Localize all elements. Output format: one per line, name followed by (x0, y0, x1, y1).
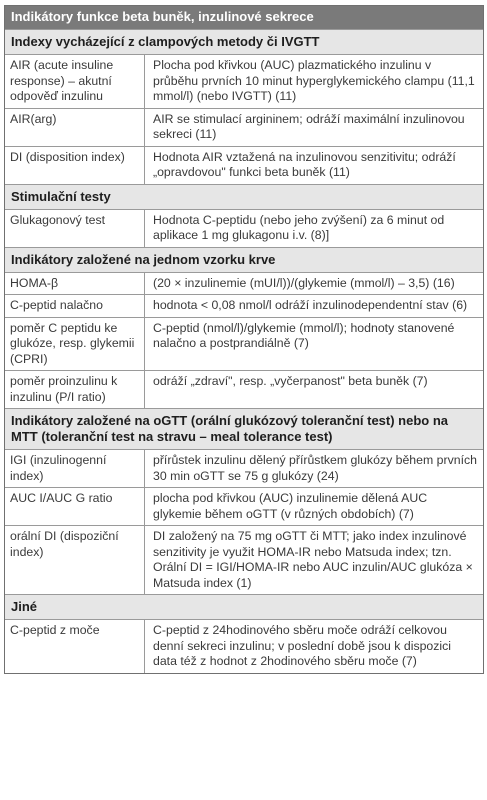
indicator-name: C-peptid nalačno (5, 295, 145, 317)
indicator-name: DI (disposition index) (5, 147, 145, 184)
table-row (5, 487, 483, 525)
indicator-description: plocha pod křivkou (AUC) inzulinemie dělená AUC glykemie během oGTT (v různých obdobích) (7) (153, 491, 428, 521)
table-title: Indikátory funkce beta buněk, inzulinové sekrece (5, 6, 483, 29)
table-row (5, 370, 483, 408)
indicator-name: AUC I/AUC G ratio (5, 488, 145, 525)
table-row (5, 449, 483, 487)
indicator-name: orální DI (dispoziční index) (5, 526, 145, 594)
section-heading-other: Jiné (5, 594, 483, 619)
indicator-description: přírůstek inzulinu dělený přírůstkem glukózy během prvních 30 min oGTT se 75 g glukózy (24) (153, 453, 477, 483)
indicator-description: Hodnota AIR vztažená na inzulinovou senzitivitu; odráží „opravdovou" funkci beta buněk (11) (153, 149, 456, 179)
table-row (5, 619, 483, 673)
section-heading-ogtt: Indikátory založené na oGTT (orální glukózový toleranční test) nebo na MTT (toleranční test na stravu – meal tolerance test) (5, 408, 483, 449)
indicator-name: Glukagonový test (5, 210, 145, 247)
table-row (5, 294, 483, 317)
indicator-description: odráží „zdraví", resp. „vyčerpanost" beta buněk (7) (153, 374, 428, 388)
table-row (5, 209, 483, 247)
indicator-description: (20 × inzulinemie (mUI/l))/(glykemie (mmol/l) – 3,5) (16) (153, 275, 455, 290)
indicator-description: Hodnota C-peptidu (nebo jeho zvýšení) za 6 minut od aplikace 1 mg glukagonu i.v. (8)] (153, 212, 445, 242)
indicator-name: poměr C peptidu ke glukóze, resp. glykemii (CPRI) (5, 318, 145, 371)
table-row (5, 525, 483, 594)
section-heading-clamp: Indexy vycházející z clampových metody či IVGTT (5, 29, 483, 54)
indicator-description: DI založený na 75 mg oGTT či MTT; jako index inzulinové senzitivity je využit HOMA-IR nebo Matsuda index; tzn. Orální DI = IGI/HOMA-IR nebo AUC inzulin/AUC glukóza × Matsuda index (1) (153, 529, 473, 590)
table-row (5, 272, 483, 295)
table-row (5, 108, 483, 146)
indicator-description: hodnota < 0,08 nmol/l odráží inzulinodependentní stav (6) (153, 298, 468, 312)
indicator-description: Plocha pod křivkou (AUC) plazmatického inzulinu v průběhu prvních 10 minut hyperglykemického clampu (11,1 mmol/l) (nebo IVGTT) (11) (153, 58, 475, 103)
table-row (5, 54, 483, 108)
indicator-table (4, 5, 484, 674)
indicator-name: poměr proinzulinu k inzulinu (P/I ratio) (5, 371, 145, 408)
indicator-name: AIR(arg) (5, 109, 145, 146)
indicator-description: C-peptid (nmol/l)/glykemie (mmol/l); hodnoty stanovené nalačno a postprandiálně (7) (153, 320, 455, 350)
section-heading-single-sample: Indikátory založené na jednom vzorku krve (5, 247, 483, 272)
indicator-name: AIR (acute insuline response) – akutní odpověď inzulinu (5, 55, 145, 108)
table-row (5, 317, 483, 371)
indicator-description: C-peptid z 24hodinového sběru moče odráží celkovou denní sekreci inzulinu; v poslední době jsou k dispozici data též z hodnot z 2hodinového sběru moče (7) (153, 623, 452, 668)
indicator-name: C-peptid z moče (5, 620, 145, 673)
section-heading-stimulation: Stimulační testy (5, 184, 483, 209)
indicator-description: AIR se stimulací argininem; odráží maximální inzulinovou sekreci (11) (153, 111, 465, 141)
indicator-name: IGI (inzulinogenní index) (5, 450, 145, 487)
table-row (5, 146, 483, 184)
indicator-name: HOMA-β (5, 273, 145, 295)
